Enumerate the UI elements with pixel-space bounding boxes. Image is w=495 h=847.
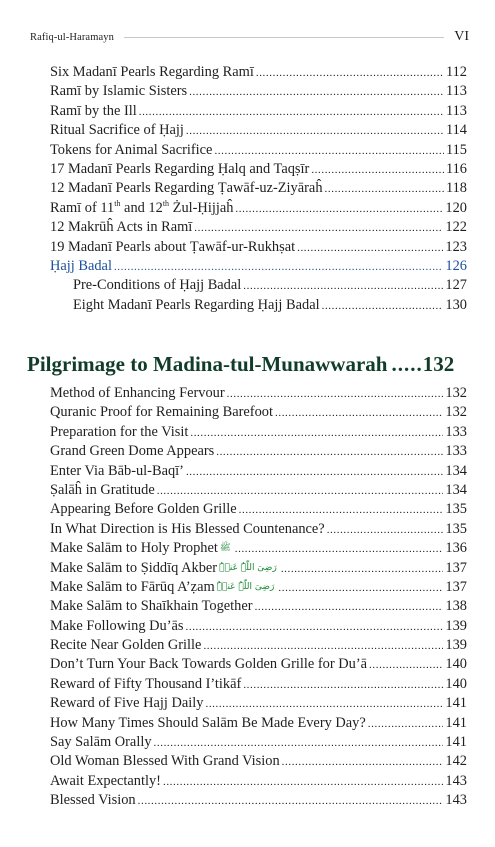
toc-subentry[interactable]: Pre-Conditions of Ḥajj Badal ..... 127 [50,276,467,295]
toc-entry[interactable]: Make Salām to Holy Prophet ﷺ ..... 136 [50,539,467,558]
toc-entry[interactable]: Make Salām to Shaīkhain Together ..... 138 [50,597,467,616]
toc-entry[interactable]: In What Direction is His Blessed Countenance? ..... 135 [50,520,467,539]
toc-entry[interactable]: Tokens for Animal Sacrifice ..... 115 [50,141,467,160]
toc-entry[interactable]: 12 Madanī Pearls Regarding Ṭawāf-uz-Ziyāraĥ ..... 118 [50,179,467,198]
toc-entry[interactable]: Await Expectantly! ..... 143 [50,772,467,791]
toc-entry[interactable]: Don’t Turn Your Back Towards Golden Grille for Du’ā ..... 140 [50,655,467,674]
honorific-glyph: رَضِیَ اللّٰہُ عَنۡہُ [219,562,277,573]
section-leader: ..... [391,352,423,376]
toc-entry[interactable]: How Many Times Should Salām Be Made Every Day? ..... 141 [50,714,467,733]
section-page: 132 [422,352,455,376]
toc-entry[interactable]: Ṣalāĥ in Gratitude ..... 134 [50,481,467,500]
toc-entry[interactable]: Make Following Du’ās ..... 139 [50,617,467,636]
section-title: Pilgrimage to Madina-tul-Munawwarah [27,352,388,376]
toc-entry[interactable]: 17 Madanī Pearls Regarding Ḥalq and Taqṣīr ..... 116 [50,160,467,179]
toc-entry[interactable]: Method of Enhancing Fervour ..... 132 [50,384,467,403]
toc-entry-hajj-badal[interactable]: Ḥajj Badal ..... 126 [50,257,467,276]
toc-entry[interactable]: Quranic Proof for Remaining Barefoot ..... 132 [50,403,467,422]
toc-entry[interactable]: Old Woman Blessed With Grand Vision ..... 142 [50,752,467,771]
toc-entry[interactable]: Make Salām to Fārūq A’ẓam رَضِیَ اللّٰہُ عَنۡہُ ..... 137 [50,578,467,597]
honorific-glyph: رَضِیَ اللّٰہُ عَنۡہُ [216,581,275,592]
page-number: VI [454,29,469,44]
toc-list-top [50,63,467,315]
toc-entry[interactable]: Enter Via Bāb-ul-Baqī’ ..... 134 [50,462,467,481]
toc-entry[interactable]: Ramī by the Ill ..... 113 [50,102,467,121]
toc-entry[interactable]: 19 Madanī Pearls about Ṭawāf-ur-Rukhṣat ..... 123 [50,238,467,257]
toc-entry[interactable]: Recite Near Golden Grille ..... 139 [50,636,467,655]
running-header [30,27,469,47]
toc-entry[interactable]: Six Madanī Pearls Regarding Ramī ..... 112 [50,63,467,82]
section-heading[interactable] [27,352,467,377]
toc-subentry[interactable]: Eight Madanī Pearls Regarding Ḥajj Badal ..... 130 [50,296,467,315]
toc-entry[interactable]: Blessed Vision ..... 143 [50,791,467,810]
toc-entry[interactable]: Make Salām to Ṣiddīq Akber رَضِیَ اللّٰہُ عَنۡہُ ..... 137 [50,559,467,578]
toc-entry[interactable]: Say Salām Orally ..... 141 [50,733,467,752]
toc-entry[interactable]: Ramī by Islamic Sisters ..... 113 [50,82,467,101]
toc-entry[interactable]: Ritual Sacrifice of Ḥajj ..... 114 [50,121,467,140]
honorific-glyph: ﷺ [219,543,231,554]
toc-entry[interactable]: Preparation for the Visit ..... 133 [50,423,467,442]
toc-entry[interactable]: Ramī of 11th and 12th Żul-Ḥijjaĥ ..... 120 [50,199,467,218]
book-title: Rafiq-ul-Haramayn [30,31,114,43]
toc-list-bottom [50,384,467,811]
toc-entry[interactable]: 12 Makrūĥ Acts in Ramī ..... 122 [50,218,467,237]
header-rule [124,37,444,38]
toc-entry[interactable]: Reward of Five Hajj Daily ..... 141 [50,694,467,713]
toc-entry[interactable]: Grand Green Dome Appears ..... 133 [50,442,467,461]
toc-entry[interactable]: Appearing Before Golden Grille ..... 135 [50,500,467,519]
toc-entry[interactable]: Reward of Fifty Thousand I’tikāf ..... 140 [50,675,467,694]
